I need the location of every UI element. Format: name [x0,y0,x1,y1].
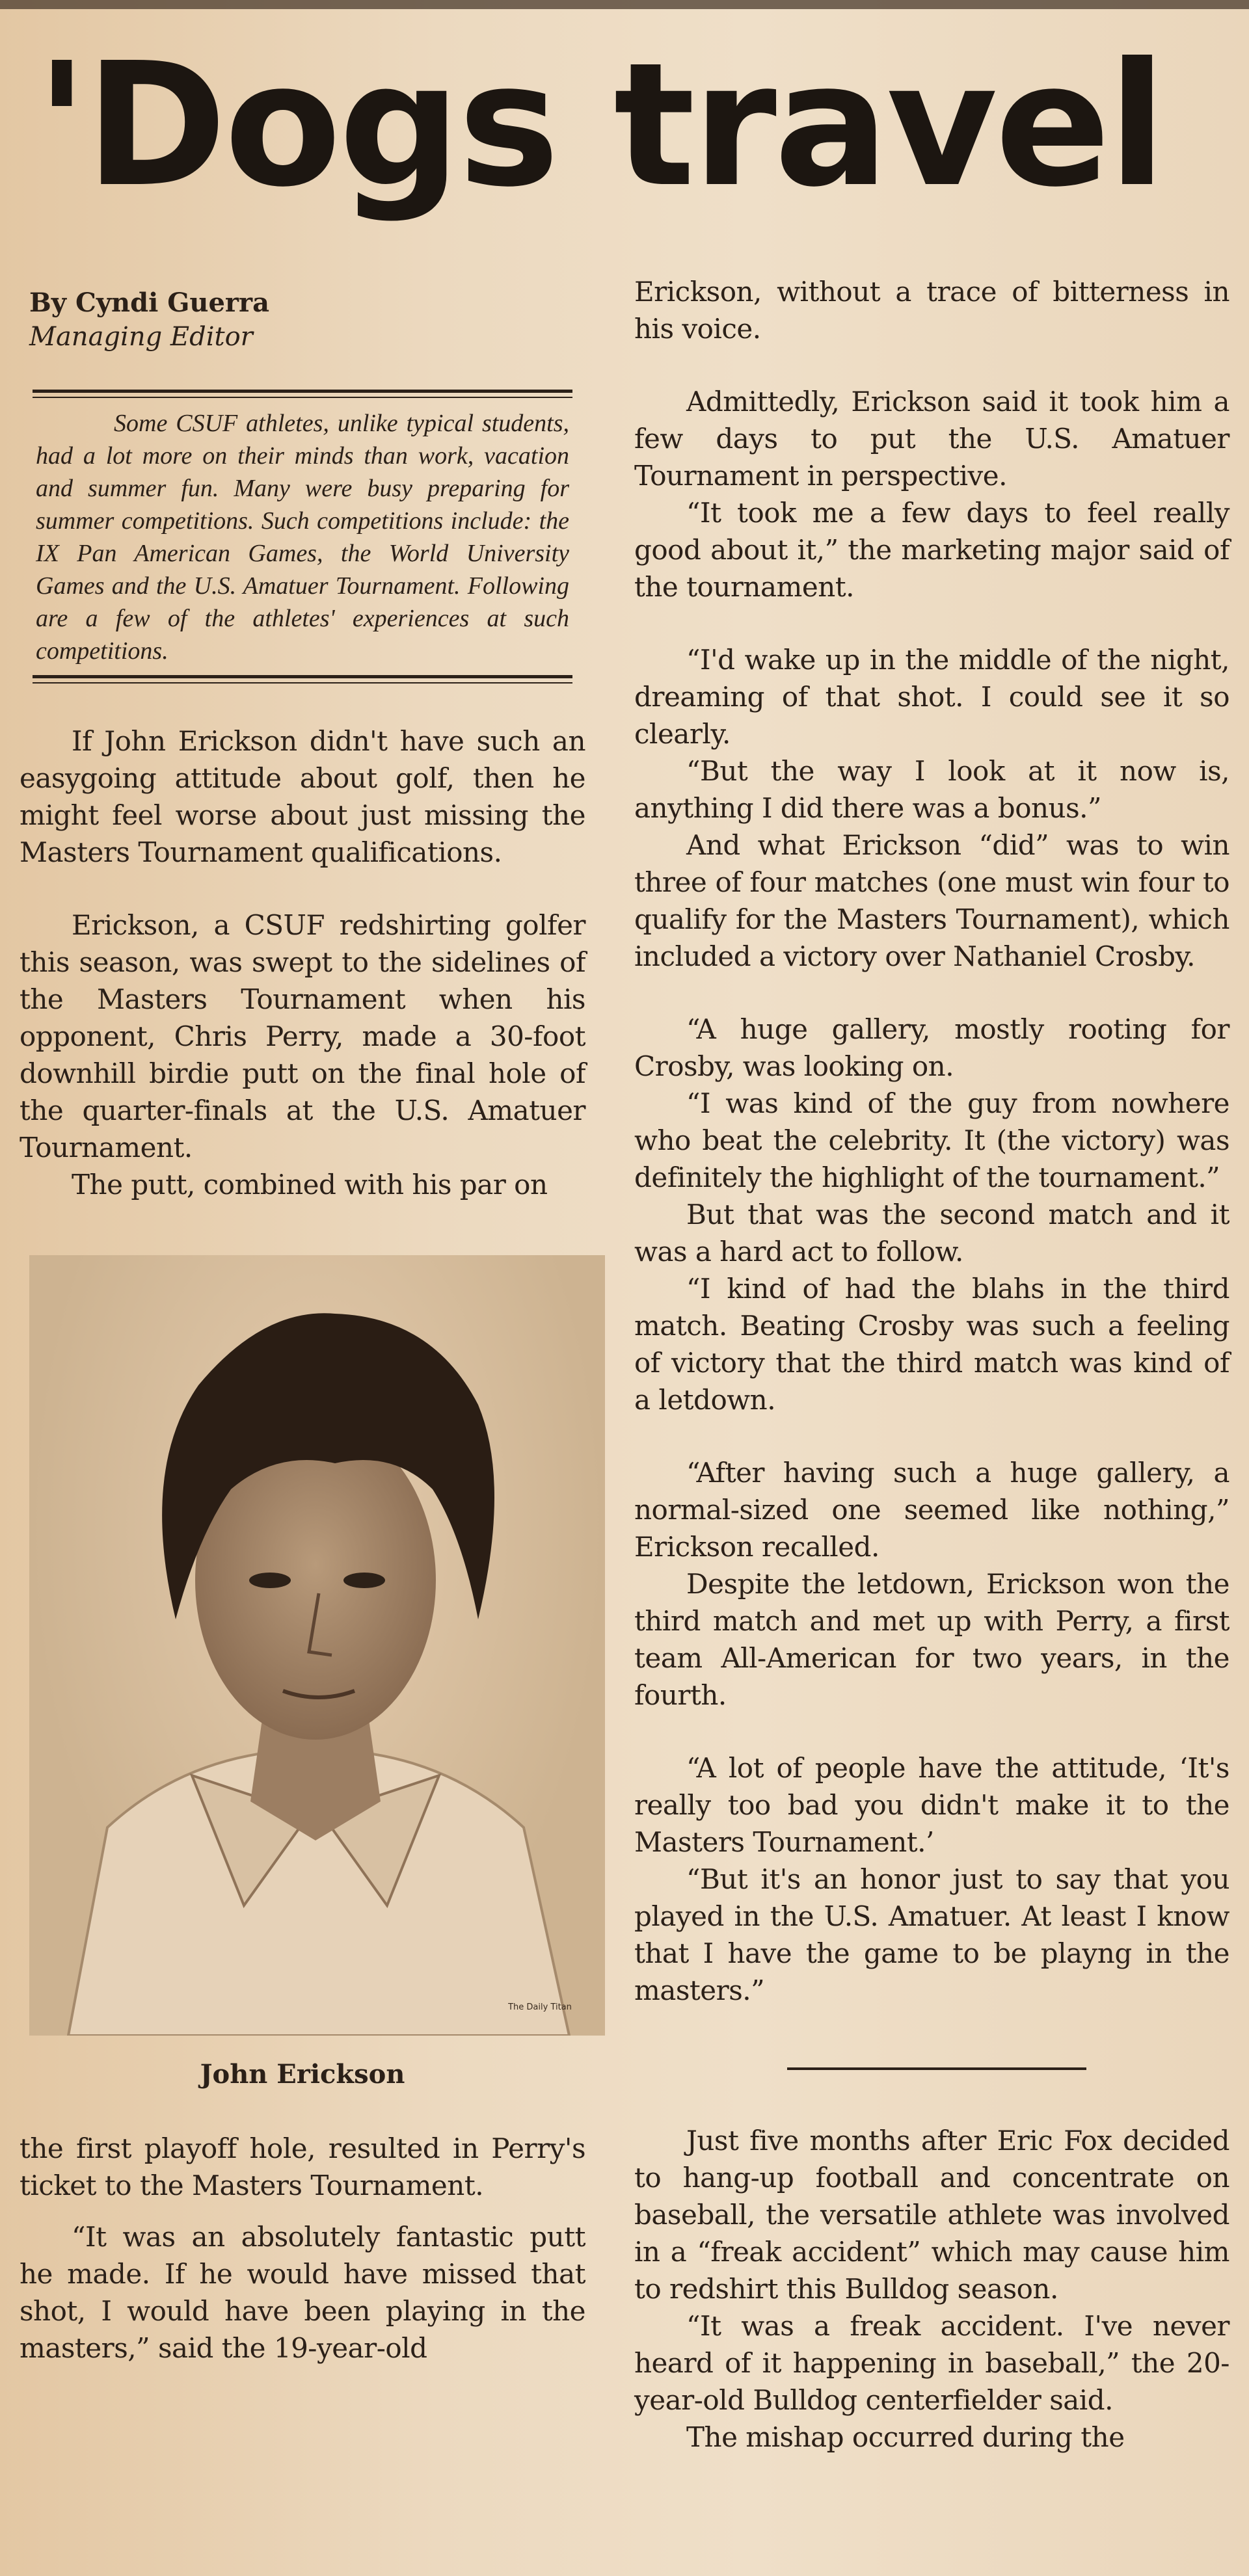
paragraph: Erickson, a CSUF redshirting golfer this season, was swept to the sidelines of the Masters Tournament when his opponent, Chris Perry, made a 30-foot downhill birdie putt on the final hole of the quarter-finals at the U.S. Amatuer Tournament. [20,909,585,1163]
intro-rule-top [33,390,572,398]
left-body-bottom [20,2130,585,2367]
byline-name: By Cyndi Guerra [29,287,269,318]
section-divider [787,2067,1086,2070]
paragraph: “It was a freak accident. I've never heard of it happening in baseball,” the 20-year-old Bulldog centerfielder said. [634,2310,1229,2416]
paragraph: “But it's an honor just to say that you played in the U.S. Amatuer. At least I know that I have the game to be playng in the masters.” [634,1863,1229,2006]
photo-credit: The Daily Titan [508,2002,572,2012]
paragraph: “I'd wake up in the middle of the night, dreaming of that shot. I could see it so clearly. [634,644,1229,750]
paragraph: “It took me a few days to feel really good about it,” the marketing major said of the tournament. [634,497,1229,603]
paragraph: “A huge gallery, mostly rooting for Crosby, was looking on. [634,1013,1229,1082]
paragraph: Erickson, without a trace of bitterness in his voice. [634,276,1229,345]
paragraph: And what Erickson “did” was to win three of four matches (one must win four to qualify for the Masters Tournament), which included a victory over Nathaniel Crosby. [634,829,1229,972]
right-column [634,273,1229,2456]
headline: 'Dogs travel [36,26,1164,224]
left-body-top [20,723,585,1203]
paragraph: “But the way I look at it now is, anything I did there was a bonus.” [634,755,1229,824]
right-body-fox [634,2122,1229,2456]
byline-title: Managing Editor [29,322,253,352]
paragraph: The putt, combined with his par on [72,1169,548,1201]
left-column [20,286,585,2367]
paragraph: If John Erickson didn't have such an easygoing attitude about golf, then he might feel worse about just missing the Masters Tournament qualifications. [20,725,585,868]
paragraph: Admittedly, Erickson said it took him a few days to put the U.S. Amatuer Tournament in perspective. [634,386,1229,492]
photo-caption: John Erickson [200,2059,405,2090]
paragraph: Despite the letdown, Erickson won the third match and met up with Perry, a first team All-American for two years, in the fourth. [634,1568,1229,1711]
paragraph: “I kind of had the blahs in the third match. Beating Crosby was such a feeling of victory that the third match was kind of a letdown. [634,1273,1229,1416]
paragraph: But that was the second match and it was a hard act to follow. [634,1199,1229,1268]
paragraph: “It was an absolutely fantastic putt he made. If he would have missed that shot, I would have been playing in the masters,” said the 19-year-old [20,2221,585,2364]
paragraph: “I was kind of the guy from nowhere who beat the celebrity. It (the victory) was definitely the highlight of the tournament.” [634,1087,1229,1193]
paragraph: the first playoff hole, resulted in Perry's ticket to the Masters Tournament. [20,2132,585,2201]
paragraph: “After having such a huge gallery, a normal-sized one seemed like nothing,” Erickson recalled. [634,1457,1229,1563]
paragraph: “A lot of people have the attitude, ‘It's really too bad you didn't make it to the Masters Tournament.’ [634,1752,1229,1858]
portrait-photo [29,1255,605,2036]
paragraph: The mishap occurred during the [686,2421,1125,2453]
intro-text: Some CSUF athletes, unlike typical students, had a lot more on their minds than work, vacation and summer fun. Many were busy preparing for summer competitions. Such competitions include: the IX Pan American Games, the World University Games and the U.S. Amatuer Tournament. Following are a few of the athletes' experiences at such competitions. [36,410,569,665]
portrait-illustration [29,1255,605,2036]
paragraph: Just five months after Eric Fox decided to hang-up football and concentrate on baseball, the versatile athlete was involved in a “freak accident” which may cause him to redshirt this Bulldog season. [634,2125,1229,2305]
intro-rule-bottom [33,675,572,684]
right-body [634,273,1229,2009]
